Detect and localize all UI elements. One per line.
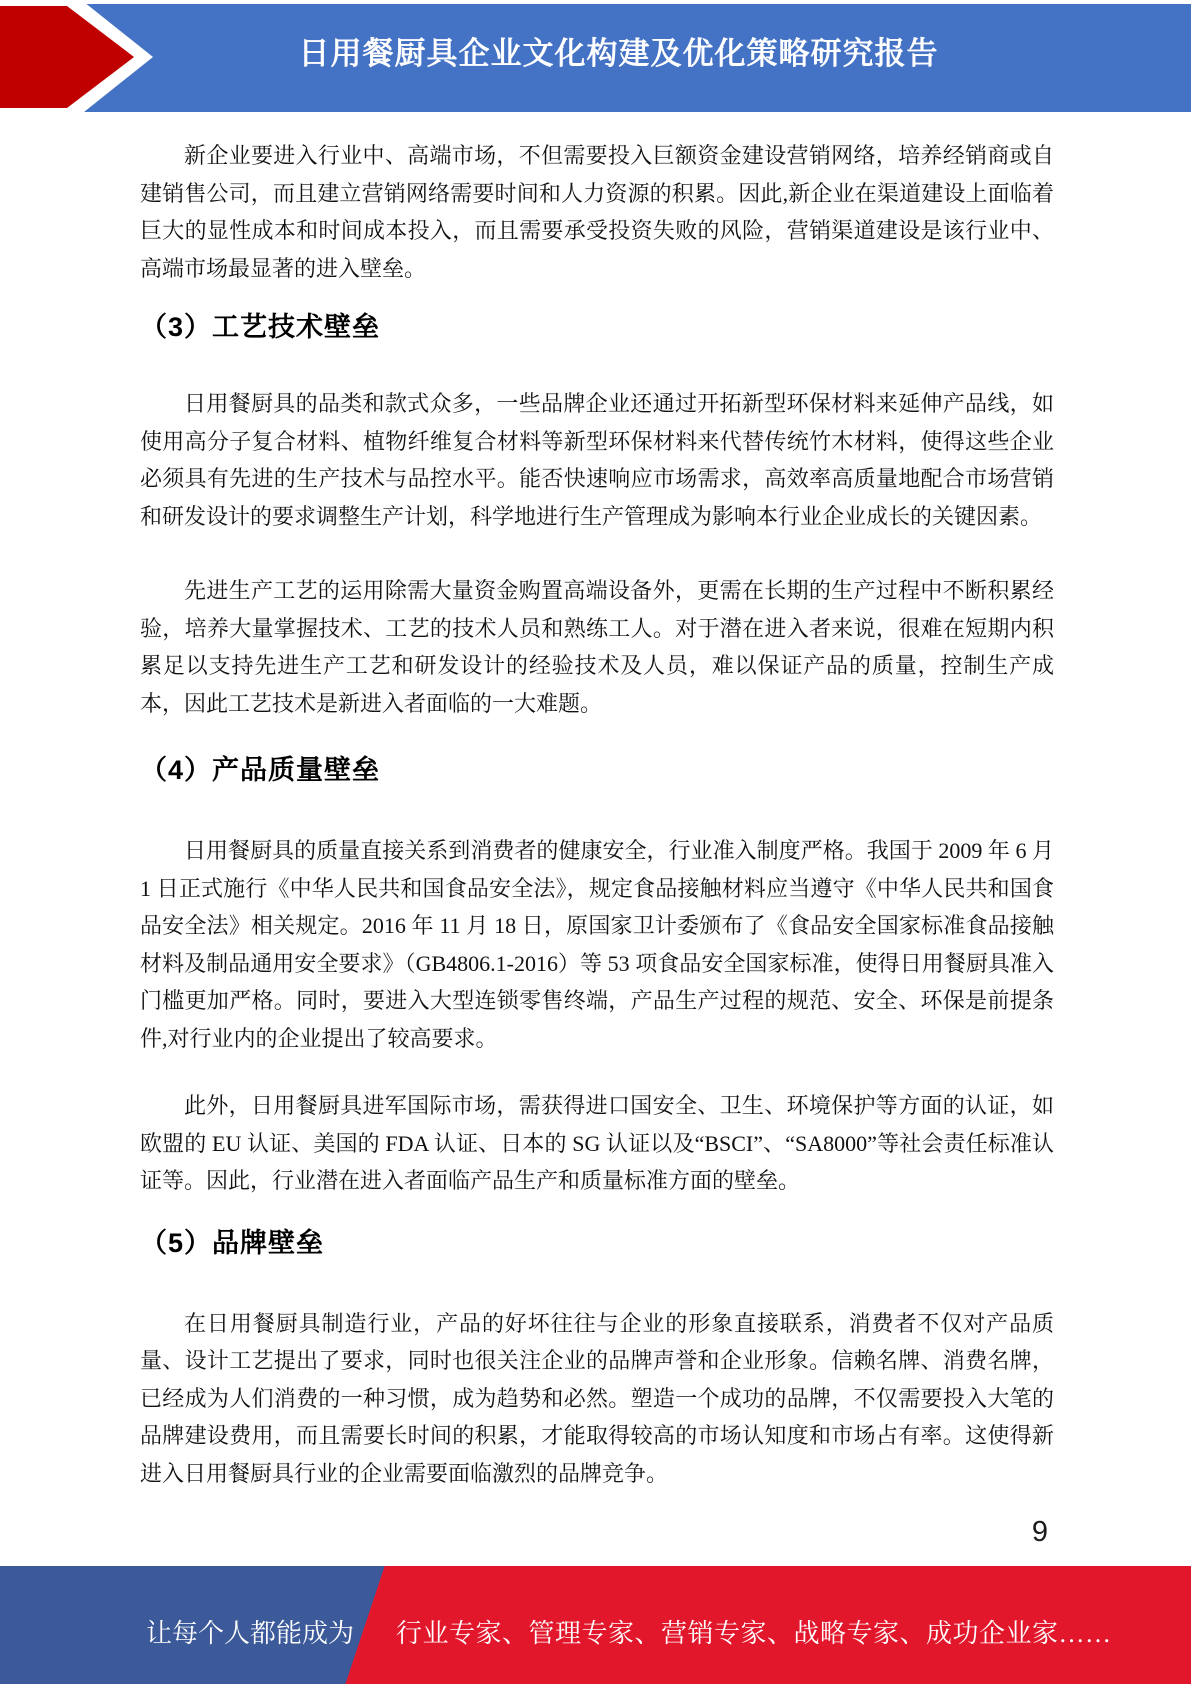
footer-slogan-left: 让每个人都能成为 [146, 1619, 355, 1648]
section-5-paragraph-1: 在日用餐厨具制造行业，产品的好坏往往与企业的形象直接联系，消费者不仅对产品质量、设计工艺提出了要求，同时也很关注企业的品牌声誉和企业形象。信赖名牌、消费名牌，已经成为人们消费的一种习惯，成为趋势和必然。塑造一个成功的品牌，不仅需要投入大笔的品牌建设费用，而且需要长时间的积累，才能取得较高的市场认知度和市场占有率。这使得新进入日用餐厨具行业的企业需要面临激烈的品牌竞争。 [140, 1310, 1054, 1486]
header-arrow-icon [0, 0, 160, 124]
section-4-paragraph-1: 日用餐厨具的质量直接关系到消费者的健康安全，行业准入制度严格。我国于 2009 年 6 月 1 日正式施行《中华人民共和国食品安全法》，规定食品接触材料应当遵守《中华人民共和国食品安全法》相关规定。2016 年 11 月 18 日，原国家卫计委颁布了《食品安全国家标准食品接触材料及制品通用安全要求》（GB4806.1-2016）等 53 项食品安全国家标准，使得日用餐厨具准入门槛更加严格。同时，要进入大型连锁零售终端，产品生产过程的规范、安全、环保是前提条件,对行业内的企业提出了较高要求。 [140, 838, 1054, 1051]
footer-band [0, 1566, 1191, 1684]
section-3-paragraph-2: 先进生产工艺的运用除需大量资金购置高端设备外，更需在长期的生产过程中不断积累经验，培养大量掌握技术、工艺的技术人员和熟练工人。对于潜在进入者来说，很难在短期内积累足以支持先进生产工艺和研发设计的经验技术及人员，难以保证产品的质量，控制生产成本，因此工艺技术是新进入者面临的一大难题。 [140, 578, 1054, 716]
section-4-paragraph-2: 此外，日用餐厨具进军国际市场，需获得进口国安全、卫生、环境保护等方面的认证，如欧盟的 EU 认证、美国的 FDA 认证、日本的 SG 认证以及“BSCI”、“SA8000”等社会责任标准认证等。因此，行业潜在进入者面临产品生产和质量标准方面的壁垒。 [140, 1093, 1054, 1193]
report-title: 日用餐厨具企业文化构建及优化策略研究报告 [298, 36, 939, 71]
section-4-heading: （4）产品质量壁垒 [140, 755, 381, 785]
intro-paragraph: 新企业要进入行业中、高端市场，不但需要投入巨额资金建设营销网络，培养经销商或自建销售公司，而且建立营销网络需要时间和人力资源的积累。因此,新企业在渠道建设上面临着巨大的显性成本和时间成本投入，而且需要承受投资失败的风险，营销渠道建设是该行业中、高端市场最显著的进入壁垒。 [140, 143, 1054, 281]
section-3-heading: （3）工艺技术壁垒 [140, 312, 381, 342]
page-number: 9 [1031, 1516, 1048, 1548]
footer-slogan-right: 行业专家、管理专家、营销专家、战略专家、成功企业家…… [396, 1619, 1112, 1648]
section-5-heading: （5）品牌壁垒 [140, 1227, 325, 1258]
document-body [140, 0, 1054, 1549]
section-3-paragraph-1: 日用餐厨具的品类和款式众多，一些品牌企业还通过开拓新型环保材料来延伸产品线，如使用高分子复合材料、植物纤维复合材料等新型环保材料来代替传统竹木材料，使得这些企业必须具有先进的生产技术与品控水平。能否快速响应市场需求，高效率高质量地配合市场营销和研发设计的要求调整生产计划，科学地进行生产管理成为影响本行业企业成长的关键因素。 [140, 391, 1054, 529]
